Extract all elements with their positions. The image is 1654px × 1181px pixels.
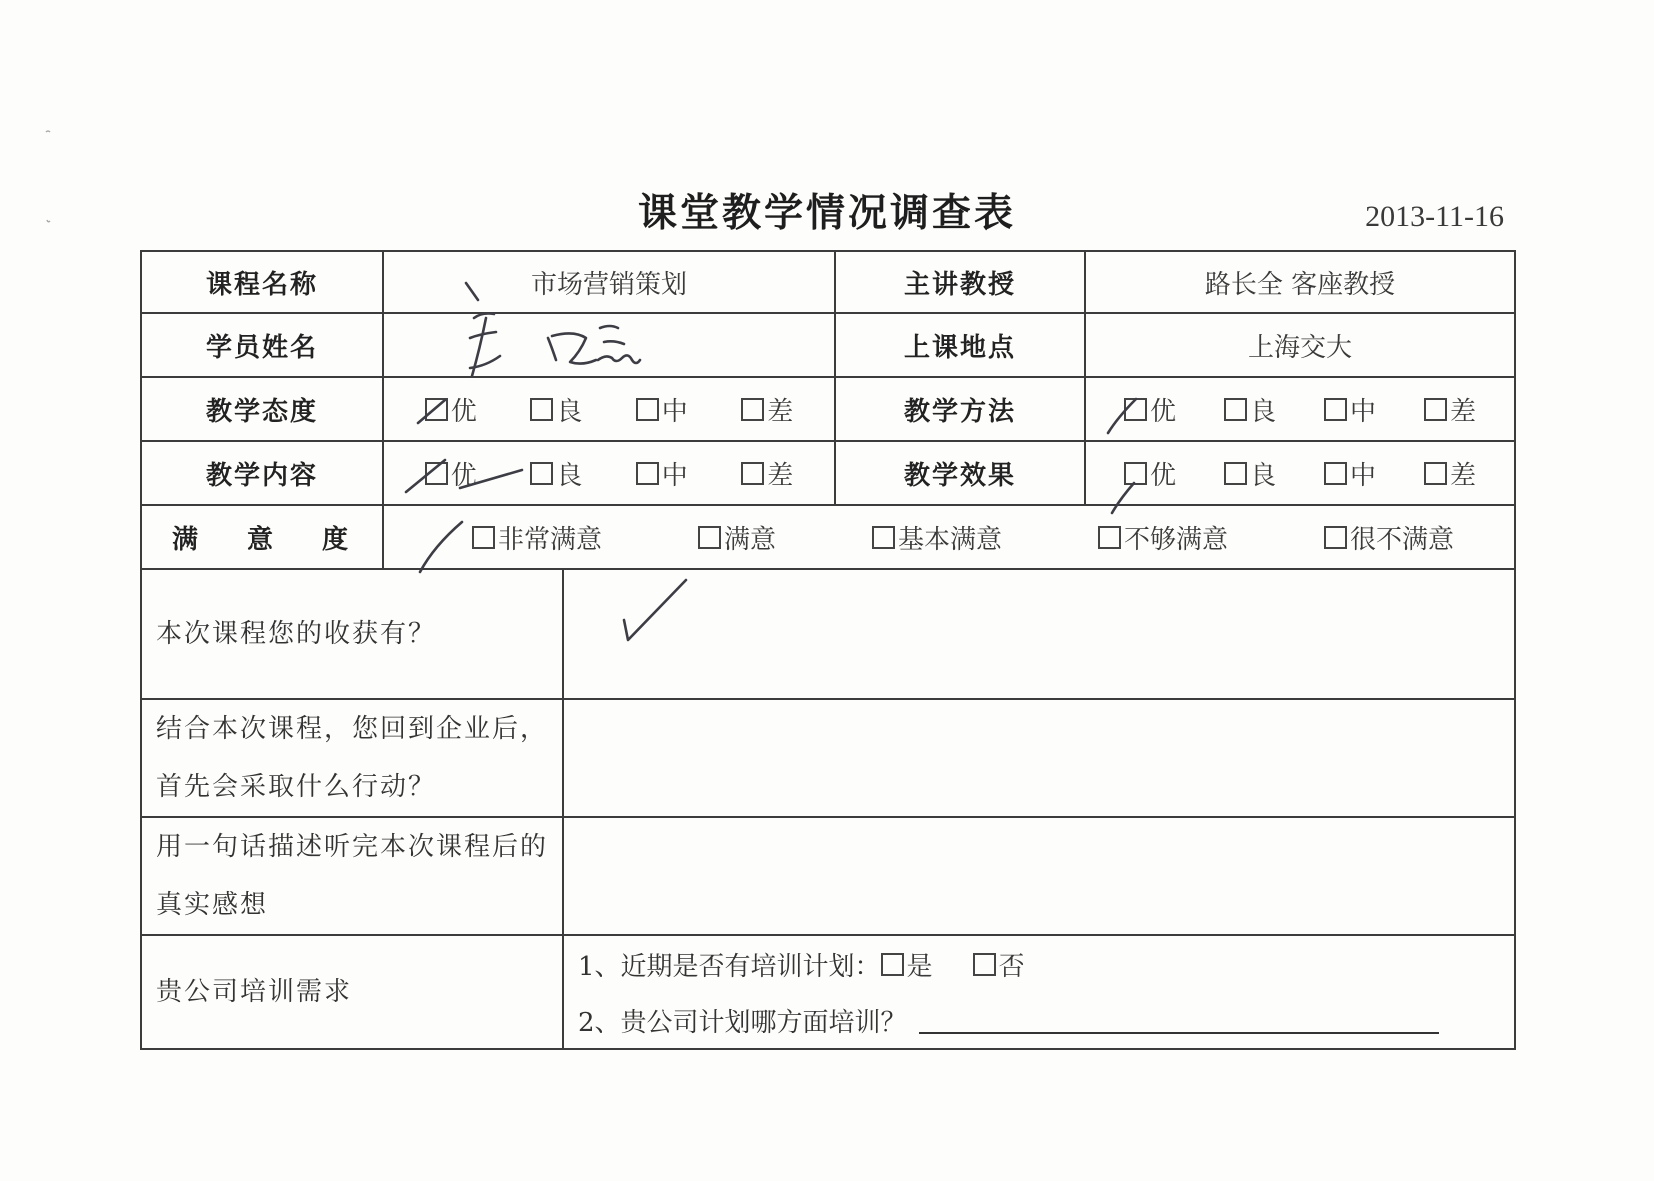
checkbox[interactable]: [1124, 398, 1147, 421]
form-date: 2013-11-16: [1365, 200, 1504, 233]
option-average[interactable]: 中: [1324, 391, 1376, 428]
option-not-satisfied[interactable]: 不够满意: [1098, 519, 1228, 556]
option-poor[interactable]: 差: [1424, 391, 1476, 428]
teaching-attitude-options: [383, 377, 835, 441]
option-no[interactable]: 否: [973, 946, 1025, 983]
student-row: [141, 313, 1515, 377]
option-excellent[interactable]: 优: [1124, 455, 1176, 492]
training-plan-line: [564, 936, 1514, 992]
checkbox[interactable]: [425, 462, 448, 485]
option-very-satisfied[interactable]: 非常满意: [472, 519, 602, 556]
training-area-line: [564, 992, 1514, 1048]
checkbox[interactable]: [636, 462, 659, 485]
teaching-content-options: [383, 441, 835, 505]
checkbox[interactable]: [741, 398, 764, 421]
option-excellent[interactable]: 优: [425, 455, 477, 492]
checkbox[interactable]: [530, 462, 553, 485]
feeling-row: [141, 817, 1515, 935]
checkbox[interactable]: [881, 953, 904, 976]
option-average[interactable]: 中: [1324, 455, 1376, 492]
checkbox[interactable]: [472, 526, 495, 549]
checkbox[interactable]: [1124, 462, 1147, 485]
teaching-content-label: 教学内容: [141, 441, 383, 505]
checkbox[interactable]: [1324, 398, 1347, 421]
option-good[interactable]: 良: [530, 391, 582, 428]
gains-question: 本次课程您的收获有？: [141, 569, 563, 699]
student-name-label: 学员姓名: [141, 313, 383, 377]
option-good[interactable]: 良: [1224, 455, 1276, 492]
training-needs-label: 贵公司培训需求: [141, 935, 563, 1049]
survey-table: [140, 250, 1516, 1050]
checkbox[interactable]: [872, 526, 895, 549]
course-name-label: 课程名称: [141, 251, 383, 313]
content-row: [141, 441, 1515, 505]
teaching-method-label: 教学方法: [835, 377, 1085, 441]
attitude-row: [141, 377, 1515, 441]
checkbox[interactable]: [425, 398, 448, 421]
option-good[interactable]: 良: [530, 455, 582, 492]
option-average[interactable]: 中: [636, 455, 688, 492]
checkbox[interactable]: [1224, 398, 1247, 421]
checkbox[interactable]: [741, 462, 764, 485]
gains-row: [141, 569, 1515, 699]
teaching-effect-label: 教学效果: [835, 441, 1085, 505]
checkbox[interactable]: [1424, 462, 1447, 485]
lecturer-value[interactable]: 路长全 客座教授: [1085, 251, 1515, 313]
needs-row: [141, 935, 1515, 1049]
option-yes[interactable]: 是: [881, 946, 933, 983]
action-answer-field[interactable]: [563, 699, 1515, 817]
location-label: 上课地点: [835, 313, 1085, 377]
course-row: [141, 251, 1515, 313]
action-question: 结合本次课程，您回到企业后，首先会采取什么行动？: [141, 699, 563, 817]
course-name-value[interactable]: 市场营销策划: [383, 251, 835, 313]
satisfaction-options: [383, 505, 1515, 569]
feeling-answer-field[interactable]: [563, 817, 1515, 935]
training-needs-cell: [563, 935, 1515, 1049]
option-poor[interactable]: 差: [1424, 455, 1476, 492]
training-area-question: 2、贵公司计划哪方面培训？: [578, 1007, 907, 1038]
student-name-field[interactable]: [383, 313, 835, 377]
checkbox[interactable]: [973, 953, 996, 976]
checkbox[interactable]: [530, 398, 553, 421]
checkbox[interactable]: [636, 398, 659, 421]
satisfaction-row: [141, 505, 1515, 569]
checkbox[interactable]: [1324, 526, 1347, 549]
checkbox[interactable]: [1424, 398, 1447, 421]
training-area-input[interactable]: [919, 1006, 1439, 1034]
checkbox[interactable]: [1098, 526, 1121, 549]
scan-specks: [44, 128, 52, 238]
checkbox[interactable]: [698, 526, 721, 549]
checkbox[interactable]: [1224, 462, 1247, 485]
option-good[interactable]: 良: [1224, 391, 1276, 428]
checkbox[interactable]: [1324, 462, 1347, 485]
training-plan-question: 1、近期是否有培训计划：: [578, 951, 881, 982]
option-satisfied[interactable]: 满意: [698, 519, 776, 556]
option-excellent[interactable]: 优: [425, 391, 477, 428]
option-poor[interactable]: 差: [741, 391, 793, 428]
teaching-method-options: [1085, 377, 1515, 441]
option-average[interactable]: 中: [636, 391, 688, 428]
option-basically-satisfied[interactable]: 基本满意: [872, 519, 1002, 556]
option-poor[interactable]: 差: [741, 455, 793, 492]
option-excellent[interactable]: 优: [1124, 391, 1176, 428]
satisfaction-label: 满 意 度: [141, 505, 383, 569]
option-very-unsatisfied[interactable]: 很不满意: [1324, 519, 1454, 556]
teaching-effect-options: [1085, 441, 1515, 505]
action-row: [141, 699, 1515, 817]
gains-answer-field[interactable]: [563, 569, 1515, 699]
location-value[interactable]: 上海交大: [1085, 313, 1515, 377]
feeling-question: 用一句话描述听完本次课程后的真实感想: [141, 817, 563, 935]
lecturer-label: 主讲教授: [835, 251, 1085, 313]
teaching-attitude-label: 教学态度: [141, 377, 383, 441]
form-title: 课堂教学情况调查表: [637, 191, 1016, 236]
